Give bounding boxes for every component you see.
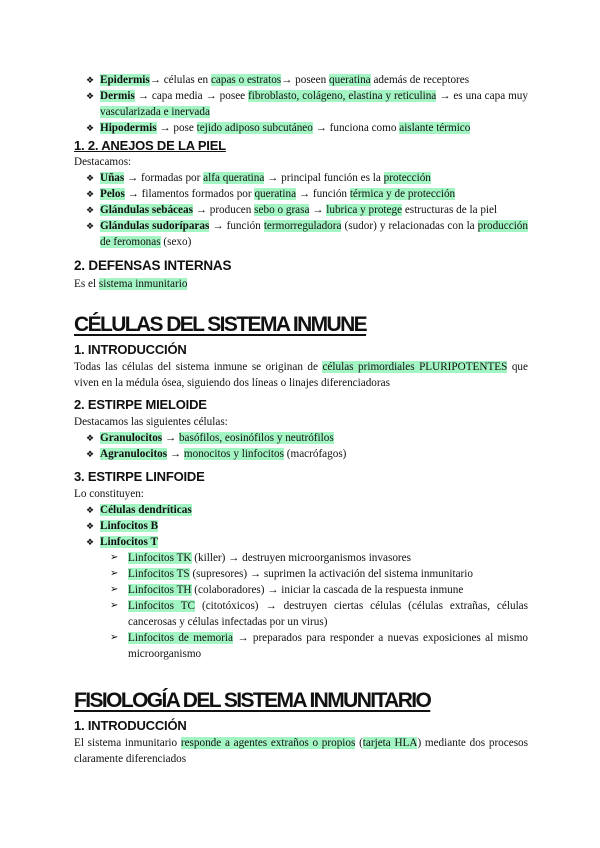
sublist-item-linfocitos-tc: ➢ Linfocitos TC (citotóxicos) → destruyen ciertas células (células extrañas, células cancerosas y células infectadas por un virus) — [110, 600, 528, 628]
sublist-item-linfocitos-memoria: ➢ Linfocitos de memoria → preparados para responder a nuevas exposiciones al mismo microorganismo — [110, 632, 528, 660]
capas-list — [74, 72, 528, 136]
diamond-bullet-icon: ❖ — [86, 205, 95, 215]
diamond-bullet-icon: ❖ — [86, 449, 95, 459]
fisiologia-intro — [74, 717, 528, 767]
linfoide-intro: Lo constituyen: — [74, 488, 144, 500]
arrow-bullet-icon: ➢ — [110, 552, 119, 563]
sublist-item-linfocitos-th: ➢ Linfocitos TH (colaboradores) → iniciar la cascada de la respuesta inmune — [110, 584, 464, 596]
mieloide-section — [74, 396, 528, 462]
section-heading-defensas: 2. DEFENSAS INTERNAS — [74, 258, 232, 273]
diamond-bullet-icon: ❖ — [86, 189, 95, 199]
diamond-bullet-icon: ❖ — [86, 537, 95, 547]
diamond-bullet-icon: ❖ — [86, 433, 95, 443]
list-item-linfocitos-t: ❖ Linfocitos T — [86, 536, 158, 548]
diamond-bullet-icon: ❖ — [86, 221, 95, 231]
list-item-dermis: ❖ Dermis → capa media → posee fibroblasto, colágeno, elastina y reticulina → es una capa muy vascularizada e inervada — [86, 90, 528, 118]
list-item-glandulas-sebaceas: ❖ Glándulas sebáceas → producen sebo o grasa → lubrica y protege estructuras de la piel — [86, 204, 498, 216]
list-item-unas: ❖ Uñas → formadas por alfa queratina → principal función es la protección — [86, 172, 431, 184]
list-item-glandulas-sudoriparas: ❖ Glándulas sudoríparas → función termorreguladora (sudor) y relacionadas con la producción de feromonas (sexo) — [86, 220, 528, 248]
list-item-hipodermis: ❖ Hipodermis → pose tejido adiposo subcutáneo → funciona como aislante térmico — [86, 122, 471, 134]
term-hipodermis: Hipodermis — [100, 122, 157, 134]
section-heading-linfoide: 3. ESTIRPE LINFOIDE — [74, 469, 205, 484]
section-heading-anejos: 1. 2. ANEJOS DE LA PIEL — [74, 138, 226, 153]
intro-paragraph: Todas las células del sistema inmune se originan de células primordiales PLURIPOTENTES que viven en la médula ósea, siguiendo dos líneas o linajes diferenciadoras — [74, 361, 528, 389]
list-item-pelos: ❖ Pelos → filamentos formados por queratina → función térmica y de protección — [86, 188, 456, 200]
section-heading-introduccion: 1. INTRODUCCIÓN — [74, 342, 187, 357]
fisiologia-section — [74, 688, 528, 714]
diamond-bullet-icon: ❖ — [86, 173, 95, 183]
celulas-intro — [74, 341, 528, 391]
defensas-section — [74, 256, 528, 292]
page-title-celulas: CÉLULAS DEL SISTEMA INMUNE — [74, 313, 367, 336]
list-item-agranulocitos: ❖ Agranulocitos → monocitos y linfocitos (macrófagos) — [86, 448, 347, 460]
anejos-section — [74, 138, 528, 250]
diamond-bullet-icon: ❖ — [86, 91, 95, 101]
list-item-linfocitos-b: ❖ Linfocitos B — [86, 520, 159, 532]
celulas-section — [74, 312, 528, 338]
list-item-granulocitos: ❖ Granulocitos → basófilos, eosinófilos y neutrófilos — [86, 432, 334, 444]
sublist-item-linfocitos-tk: ➢ Linfocitos TK (killer) → destruyen microorganismos invasores — [110, 552, 411, 564]
arrow-bullet-icon: ➢ — [110, 568, 119, 579]
destacamos-text: Destacamos: — [74, 156, 132, 168]
sublist-item-linfocitos-ts: ➢ Linfocitos TS (supresores) → suprimen la activación del sistema inmunitario — [110, 568, 473, 580]
section-heading-mieloide: 2. ESTIRPE MIELOIDE — [74, 397, 207, 412]
arrow-bullet-icon: ➢ — [110, 600, 119, 611]
arrow-bullet-icon: ➢ — [110, 632, 119, 643]
section-heading-fisiologia-introduccion: 1. INTRODUCCIÓN — [74, 718, 187, 733]
term-dermis: Dermis — [100, 90, 135, 102]
arrow-bullet-icon: ➢ — [110, 584, 119, 595]
page-title-fisiologia: FISIOLOGÍA DEL SISTEMA INMUNITARIO — [74, 689, 431, 712]
mieloide-intro: Destacamos las siguientes células: — [74, 416, 228, 428]
defensas-text: Es el sistema inmunitario — [74, 278, 188, 290]
list-item-epidermis: ❖ Epidermis→ células en capas o estratos→ poseen queratina además de receptores — [86, 74, 470, 86]
diamond-bullet-icon: ❖ — [86, 75, 95, 85]
term-epidermis: Epidermis — [100, 74, 150, 86]
list-item-celulas-dendriticas: ❖ Células dendríticas — [86, 504, 192, 516]
fisiologia-paragraph: El sistema inmunitario responde a agentes extraños o propios (tarjeta HLA) mediante dos procesos claramente diferenciados — [74, 737, 528, 765]
diamond-bullet-icon: ❖ — [86, 521, 95, 531]
diamond-bullet-icon: ❖ — [86, 123, 95, 133]
linfoide-section — [74, 468, 528, 662]
diamond-bullet-icon: ❖ — [86, 505, 95, 515]
